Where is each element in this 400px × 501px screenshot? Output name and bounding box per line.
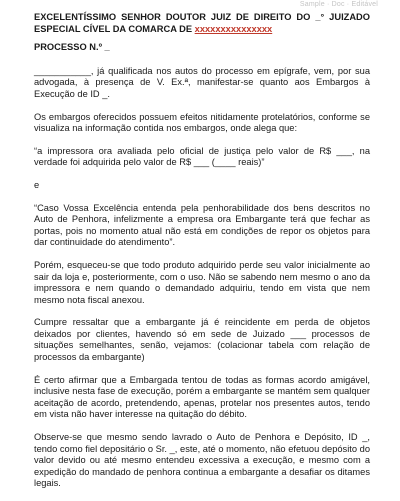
paragraph-acordo: É certo afirmar que a Embargada tentou de todas as formas acordo amigável, inclusive nesta fase de execução, porém a embargante se mantém sem qualquer aceitação de acordo, pretendendo, apenas, protelar nos presentes autos, tendo em vista não haver interesse na quitação do débito. (34, 374, 370, 420)
paragraph-intro: ___________, já qualificada nos autos do processo em epígrafe, vem, por sua advogada, à presença de V. Ex.ª, manifestar-se quanto aos Embargos à Execução de ID _. (34, 65, 370, 99)
paragraph-valor: Porém, esqueceu-se que todo produto adquirido perde seu valor inicialmente ao sair da loja e, posteriormente, com o uso. Não se sabendo nem mesmo o ano da impressora e nem quando o demandado adquiriu, tendo em vista que nem mesmo nota fiscal anexou. (34, 259, 370, 305)
paragraph-auto-penhora: Observe-se que mesmo sendo lavrado o Auto de Penhora e Depósito, ID _, tendo como fiel depositário o Sr. _, este, até o momento, não efetuou depósito do valor devido ou até mesmo entendeu excessiva a execução, e mesmo com a expedição do mandado de penhora continua a embargante a desafiar os ditames legais. (34, 432, 370, 489)
conjunction-e: e (34, 179, 40, 190)
court-heading (34, 12, 370, 35)
paragraph-reincidente: Cumpre ressaltar que a embargante já é reincidente em perda de objetos deixados por clientes, havendo só em sede de Juizado ___ processos de situações semelhantes, senão, vejamos: (colacionar tabela com relação de processos da embargante) (34, 317, 370, 363)
comarca-placeholder: xxxxxxxxxxxxxxx (194, 23, 273, 34)
processo-number: PROCESSO N.º _ (34, 42, 110, 53)
paragraph-embargos: Os embargos oferecidos possuem efeitos nitidamente protelatórios, conforme se visualiza na informação contida nos embargos, onde alega que: (34, 111, 370, 134)
court-heading-text: EXCELENTÍSSIMO SENHOR DOUTOR JUIZ DE DIREITO DO _° JUIZADO ESPECIAL CÍVEL DA COMARCA DE (34, 12, 370, 34)
document-body (34, 12, 370, 501)
quote-penhorabilidade: “Caso Vossa Excelência entenda pela penhorabilidade dos bens descritos no Auto de Penhora, infelizmente a empresa ora Embargante terá que fechar as portas, pois no momento atual não está em condições de repor os objetos para dar continuidade do atendimento”. (34, 202, 370, 248)
quote-impressora: “a impressora ora avaliada pelo oficial de justiça pelo valor de R$ ___, na verdade foi adquirida pelo valor de R$ ___ (____ reais)” (34, 145, 370, 168)
watermark-text: Sample · Doc · Editável (299, 1, 378, 8)
